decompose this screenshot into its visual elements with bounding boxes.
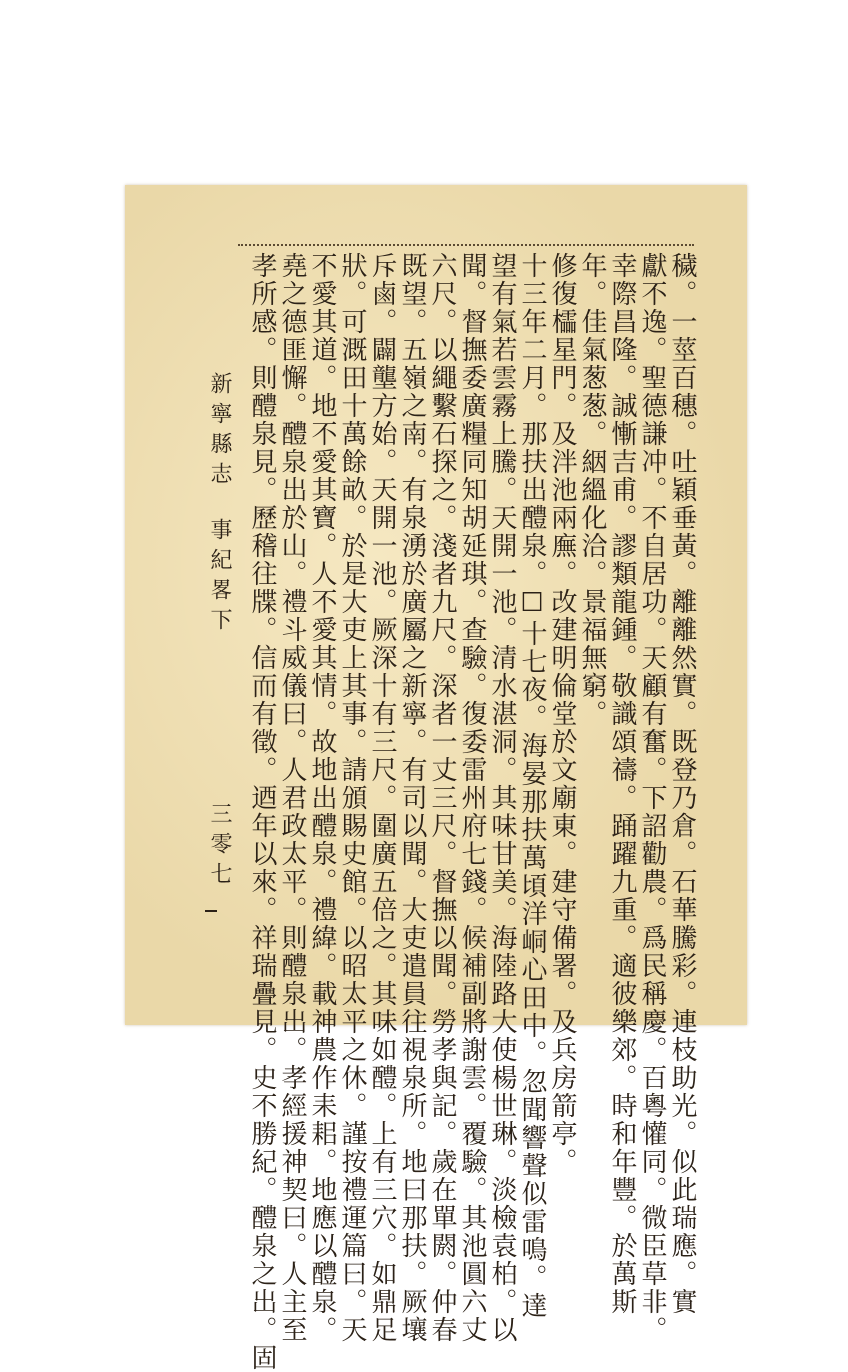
- text-column-6: 十三年二月。那扶出醴泉。☐十七夜。海晏那扶萬頃洋峒心田中。忽聞響聲似雷鳴。達: [517, 252, 547, 1320]
- text-column-9: 六尺。以繩繫石探之。淺者九尺。深者一丈三尺。督撫以聞。勞孝與記。歲在單閼。仲春: [427, 252, 457, 1344]
- text-column-15: 孝所感。則醴泉見。歷稽往牒。信而有徵。迺年以來。祥瑞疊見。史不勝紀。醴泉之出。固: [247, 252, 277, 1372]
- section-title: 事紀畧下: [207, 518, 232, 638]
- margin-dash-mark: [205, 910, 217, 912]
- text-column-2: 獻不逸。聖德謙冲。不自居功。天顧有奮。下詔勸農。爲民稱慶。百粵懽同。微臣草非。: [637, 252, 667, 1344]
- text-column-5: 修復櫺星門。及泮池兩廡。改建明倫堂於文廟東。建守備署。及兵房箭亭。: [547, 252, 577, 1176]
- text-column-7: 望有氣若雲霧上騰。天開一池。清水湛洞。其味甘美。海陸路大使楊世琳。淡檢袁柏。以: [487, 252, 517, 1344]
- text-column-13: 不愛其道。地不愛其寶。人不愛其情。故地出醴泉。禮緯。載神農作耒耜。地應以醴泉。: [307, 252, 337, 1344]
- text-column-12: 狀。可溉田十萬餘畝。於是大吏上其事。請頒賜史館。以昭太平之休。謹按禮運篇曰。天: [337, 252, 367, 1344]
- text-column-3: 幸際昌隆。誠慚吉甫。謬類龍鍾。敬識頌禱。踊躍九重。適彼樂郊。時和年豐。於萬斯: [607, 252, 637, 1316]
- text-column-11: 斥鹵。闢壟方始。天開一池。厥深十有三尺。圍廣五倍之。其味如醴。上有三穴。如鼎足: [367, 252, 397, 1344]
- top-border-rule: [238, 244, 694, 246]
- text-column-10: 既望。五嶺之南。有泉湧於廣屬之新寧。有司以聞。大吏遣員往視泉所。地曰那扶。厥壤: [397, 252, 427, 1344]
- text-column-14: 堯之德匪懈。醴泉出於山。禮斗威儀曰。人君政太平。則醴泉出。孝經援神契曰。人主至: [277, 252, 307, 1344]
- text-column-4: 年。佳氣葱葱。絪縕化洽。景福無窮。: [577, 252, 607, 728]
- text-column-1: 穢。一莖百穗。吐穎垂黃。離離然實。既登乃倉。石華騰彩。連枝助光。似此瑞應。實: [667, 252, 697, 1316]
- book-title: 新寧縣志: [207, 372, 232, 492]
- page-number: 三零七: [207, 802, 232, 892]
- text-column-8: 聞。督撫委廣糧同知胡延琪。查驗。復委雷州府七錢。候補副將謝雲。覆驗。其池圓六丈: [457, 252, 487, 1344]
